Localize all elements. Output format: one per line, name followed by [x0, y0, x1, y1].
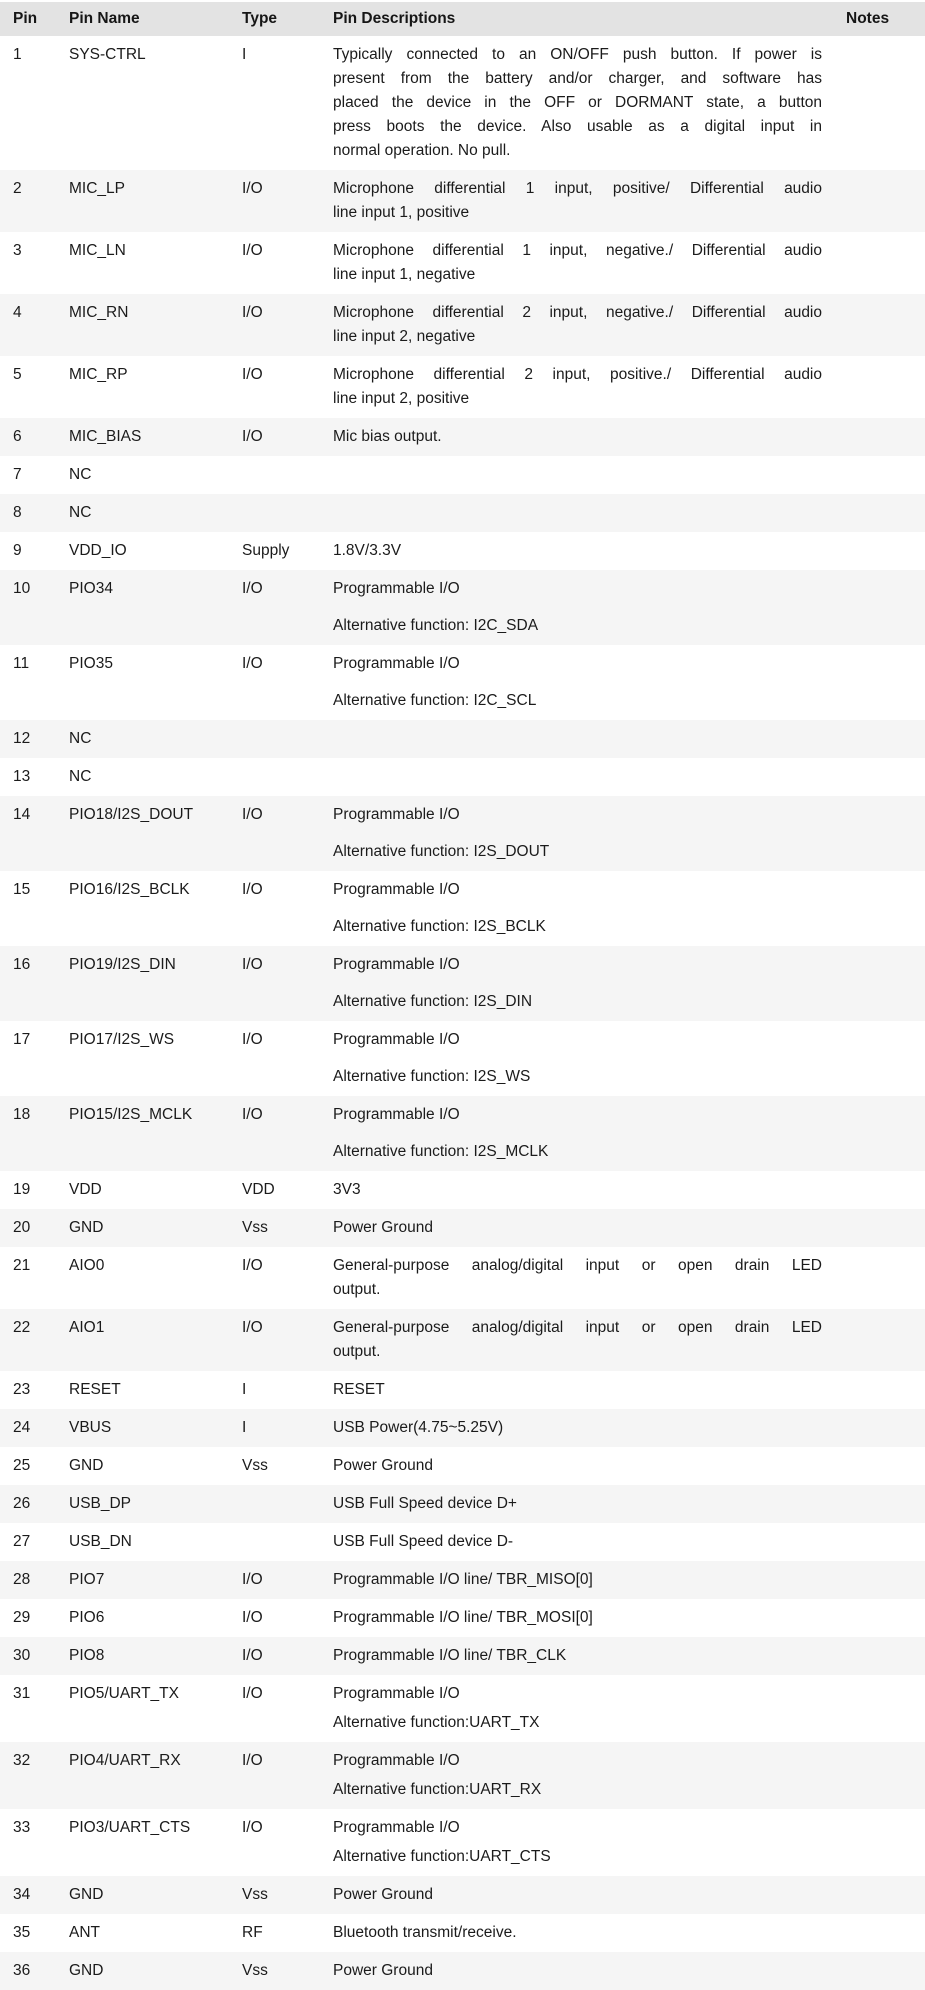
- pin-notes-cell: [833, 946, 925, 1021]
- pin-description-cell: [320, 294, 833, 356]
- description-line: Microphone differential 2 input, positive./ Differential audio: [333, 366, 822, 383]
- description-line: Programmable I/O line/ TBR_MOSI[0]: [333, 1609, 593, 1626]
- pin-description-cell: [320, 170, 833, 232]
- description-line: RESET: [333, 1381, 385, 1398]
- pin-number-cell: 36: [13, 1962, 31, 1979]
- pin-type-cell: VDD: [242, 1181, 275, 1198]
- pin-description-cell: [320, 1021, 833, 1096]
- description-line: Programmable I/O: [333, 1752, 460, 1769]
- table-row: [0, 1171, 925, 1209]
- table-row: [0, 1809, 925, 1876]
- table-row: [0, 871, 925, 946]
- column-header-pin: Pin: [0, 2, 56, 36]
- table-row: [0, 1523, 925, 1561]
- pin-type-cell: [229, 720, 320, 758]
- pin-number-cell: 10: [13, 580, 31, 597]
- description-line: Programmable I/O line/ TBR_MISO[0]: [333, 1571, 593, 1588]
- pin-name-cell: VDD_IO: [69, 542, 127, 559]
- pin-number-cell: 12: [13, 730, 31, 747]
- pin-name-cell: RESET: [69, 1381, 121, 1398]
- pin-type-cell: Vss: [242, 1219, 268, 1236]
- pin-notes-cell: [833, 1561, 925, 1599]
- description-line: Power Ground: [333, 1886, 433, 1903]
- pin-description-cell: [320, 1952, 833, 1990]
- pin-type-cell: I/O: [242, 806, 263, 823]
- pin-notes-cell: [833, 1309, 925, 1371]
- description-line: present from the battery and/or charger, and software has: [333, 70, 822, 87]
- pin-number-cell: 24: [13, 1419, 31, 1436]
- description-line: output.: [333, 1343, 381, 1360]
- pin-type-cell: [229, 494, 320, 532]
- pin-number-cell: 7: [13, 466, 22, 483]
- pin-description-cell: [320, 1561, 833, 1599]
- description-line: Alternative function:UART_TX: [333, 1714, 540, 1731]
- description-line: Programmable I/O: [333, 1031, 460, 1048]
- pin-description-cell: [320, 418, 833, 456]
- description-line: Programmable I/O: [333, 956, 460, 973]
- pin-description-cell: [320, 1247, 833, 1309]
- pin-name-cell: SYS-CTRL: [69, 46, 146, 63]
- description-line: Bluetooth transmit/receive.: [333, 1924, 517, 1941]
- table-row: [0, 1409, 925, 1447]
- table-row: [0, 36, 925, 170]
- description-line: line input 1, negative: [333, 266, 476, 283]
- pin-name-cell: MIC_LN: [69, 242, 126, 259]
- pin-number-cell: 25: [13, 1457, 31, 1474]
- pin-type-cell: I/O: [242, 180, 263, 197]
- pin-notes-cell: [833, 758, 925, 796]
- pin-number-cell: 33: [13, 1819, 31, 1836]
- pin-description-cell: [320, 1171, 833, 1209]
- pin-name-cell: NC: [69, 466, 92, 483]
- pin-notes-cell: [833, 36, 925, 170]
- pin-name-cell: PIO17/I2S_WS: [69, 1031, 175, 1048]
- pin-type-cell: I/O: [242, 1106, 263, 1123]
- pin-type-cell: [229, 1523, 320, 1561]
- pin-name-cell: PIO6: [69, 1609, 105, 1626]
- pin-name-cell: MIC_RP: [69, 366, 128, 383]
- pin-name-cell: MIC_LP: [69, 180, 125, 197]
- table-row: [0, 645, 925, 720]
- pin-notes-cell: [833, 532, 925, 570]
- table-row: [0, 758, 925, 796]
- pin-type-cell: I/O: [242, 1647, 263, 1664]
- pin-name-cell: PIO18/I2S_DOUT: [69, 806, 194, 823]
- pin-description-cell: [320, 494, 833, 532]
- pin-notes-cell: [833, 1447, 925, 1485]
- description-line: line input 2, negative: [333, 328, 476, 345]
- pin-number-cell: 20: [13, 1219, 31, 1236]
- description-line: Programmable I/O line/ TBR_CLK: [333, 1647, 567, 1664]
- pin-type-cell: [229, 456, 320, 494]
- pin-name-cell: PIO8: [69, 1647, 105, 1664]
- description-line: USB Power(4.75~5.25V): [333, 1419, 504, 1436]
- pin-description-cell: [320, 1876, 833, 1914]
- pin-type-cell: I/O: [242, 580, 263, 597]
- description-line: Alternative function: I2S_MCLK: [333, 1143, 549, 1160]
- pin-number-cell: 16: [13, 956, 31, 973]
- table-row: [0, 494, 925, 532]
- pin-name-cell: USB_DN: [69, 1533, 132, 1550]
- description-line: Alternative function: I2S_BCLK: [333, 918, 546, 935]
- pin-number-cell: 1: [13, 46, 22, 63]
- description-line: Alternative function: I2S_WS: [333, 1068, 531, 1085]
- table-row: [0, 796, 925, 871]
- pin-description-cell: [320, 1209, 833, 1247]
- pin-type-cell: I/O: [242, 304, 263, 321]
- pin-notes-cell: [833, 1876, 925, 1914]
- column-header-pin-name: Pin Name: [56, 2, 229, 36]
- description-line: Programmable I/O: [333, 1106, 460, 1123]
- description-line: Programmable I/O: [333, 1819, 460, 1836]
- pin-type-cell: I: [242, 46, 247, 63]
- pin-notes-cell: [833, 1485, 925, 1523]
- pin-number-cell: 22: [13, 1319, 31, 1336]
- pin-type-cell: Vss: [242, 1457, 268, 1474]
- table-row: [0, 418, 925, 456]
- pin-name-cell: VBUS: [69, 1419, 112, 1436]
- pin-name-cell: VDD: [69, 1181, 102, 1198]
- pin-notes-cell: [833, 796, 925, 871]
- header-row: [0, 2, 925, 36]
- description-line: Programmable I/O: [333, 1685, 460, 1702]
- pin-number-cell: 4: [13, 304, 22, 321]
- datasheet-page: [0, 2, 925, 1990]
- pin-description-cell: [320, 645, 833, 720]
- description-line: USB Full Speed device D-: [333, 1533, 514, 1550]
- column-header-pin-descriptions: Pin Descriptions: [320, 2, 833, 36]
- pin-description-cell: [320, 1447, 833, 1485]
- pin-name-cell: AIO1: [69, 1319, 105, 1336]
- pin-number-cell: 30: [13, 1647, 31, 1664]
- pin-name-cell: AIO0: [69, 1257, 105, 1274]
- pin-number-cell: 8: [13, 504, 22, 521]
- pin-type-cell: I/O: [242, 1031, 263, 1048]
- pin-type-cell: I: [242, 1419, 247, 1436]
- table-row: [0, 1675, 925, 1742]
- pin-description-cell: [320, 1742, 833, 1809]
- pin-description-cell: [320, 356, 833, 418]
- pin-notes-cell: [833, 570, 925, 645]
- pin-number-cell: 18: [13, 1106, 31, 1123]
- description-line: Alternative function:UART_RX: [333, 1781, 542, 1798]
- pin-description-cell: [320, 1809, 833, 1876]
- pin-description-cell: [320, 1914, 833, 1952]
- pin-description-cell: [320, 758, 833, 796]
- pin-notes-cell: [833, 1171, 925, 1209]
- description-line: normal operation. No pull.: [333, 142, 511, 159]
- pin-notes-cell: [833, 1209, 925, 1247]
- table-row: [0, 946, 925, 1021]
- pin-notes-cell: [833, 294, 925, 356]
- table-row: [0, 294, 925, 356]
- table-row: [0, 720, 925, 758]
- description-line: Alternative function:UART_CTS: [333, 1848, 551, 1865]
- description-line: USB Full Speed device D+: [333, 1495, 517, 1512]
- pin-type-cell: I/O: [242, 956, 263, 973]
- pin-type-cell: I/O: [242, 1571, 263, 1588]
- pin-type-cell: I/O: [242, 1319, 263, 1336]
- description-line: output.: [333, 1281, 381, 1298]
- pin-name-cell: NC: [69, 768, 92, 785]
- pin-name-cell: PIO19/I2S_DIN: [69, 956, 176, 973]
- description-line: Programmable I/O: [333, 580, 460, 597]
- pin-name-cell: PIO3/UART_CTS: [69, 1819, 191, 1836]
- table-row: [0, 532, 925, 570]
- pin-notes-cell: [833, 1637, 925, 1675]
- pin-type-cell: I/O: [242, 1609, 263, 1626]
- description-line: Microphone differential 1 input, positive/ Differential audio: [333, 180, 822, 197]
- pin-name-cell: GND: [69, 1886, 104, 1903]
- pin-number-cell: 11: [13, 655, 30, 672]
- pin-type-cell: I/O: [242, 1685, 263, 1702]
- pin-description-cell: [320, 1371, 833, 1409]
- description-line: line input 1, positive: [333, 204, 470, 221]
- table-body: [0, 36, 925, 1990]
- pin-notes-cell: [833, 871, 925, 946]
- description-line: Alternative function: I2C_SCL: [333, 692, 537, 709]
- pin-type-cell: I/O: [242, 428, 263, 445]
- pin-description-cell: [320, 232, 833, 294]
- pin-number-cell: 27: [13, 1533, 31, 1550]
- table-row: [0, 1637, 925, 1675]
- pin-notes-cell: [833, 1952, 925, 1990]
- pin-notes-cell: [833, 645, 925, 720]
- table-row: [0, 170, 925, 232]
- pin-notes-cell: [833, 1021, 925, 1096]
- description-line: Alternative function: I2S_DIN: [333, 993, 533, 1010]
- pin-name-cell: PIO15/I2S_MCLK: [69, 1106, 193, 1123]
- description-line: Power Ground: [333, 1962, 433, 1979]
- pin-type-cell: I/O: [242, 1257, 263, 1274]
- table-row: [0, 1309, 925, 1371]
- pin-description-cell: [320, 1409, 833, 1447]
- pin-notes-cell: [833, 418, 925, 456]
- table-row: [0, 1599, 925, 1637]
- pin-description-cell: [320, 871, 833, 946]
- table-row: [0, 1742, 925, 1809]
- pin-description-cell: [320, 1637, 833, 1675]
- pin-name-cell: MIC_BIAS: [69, 428, 142, 445]
- pin-name-cell: PIO34: [69, 580, 113, 597]
- pin-notes-cell: [833, 1247, 925, 1309]
- pin-description-cell: [320, 570, 833, 645]
- pin-number-cell: 19: [13, 1181, 31, 1198]
- pin-description-cell: [320, 720, 833, 758]
- pin-description-cell: [320, 946, 833, 1021]
- table-row: [0, 1876, 925, 1914]
- table-row: [0, 1447, 925, 1485]
- pin-notes-cell: [833, 1914, 925, 1952]
- pin-description-cell: [320, 532, 833, 570]
- pin-description-cell: [320, 796, 833, 871]
- pin-description-cell: [320, 1309, 833, 1371]
- pin-number-cell: 15: [13, 881, 31, 898]
- description-line: Power Ground: [333, 1457, 433, 1474]
- pin-number-cell: 2: [13, 180, 22, 197]
- table-row: [0, 232, 925, 294]
- column-header-notes: Notes: [833, 2, 925, 36]
- pin-name-cell: GND: [69, 1962, 104, 1979]
- pin-description-cell: [320, 1675, 833, 1742]
- pin-number-cell: 17: [13, 1031, 31, 1048]
- table-row: [0, 1209, 925, 1247]
- pin-number-cell: 34: [13, 1886, 31, 1903]
- pin-number-cell: 26: [13, 1495, 31, 1512]
- pin-notes-cell: [833, 1599, 925, 1637]
- pin-description-cell: [320, 1523, 833, 1561]
- pin-notes-cell: [833, 232, 925, 294]
- table-row: [0, 1021, 925, 1096]
- pin-number-cell: 31: [13, 1685, 31, 1702]
- pin-description-cell: [320, 1599, 833, 1637]
- table-row: [0, 456, 925, 494]
- pin-number-cell: 23: [13, 1381, 31, 1398]
- pin-notes-cell: [833, 494, 925, 532]
- pin-description-cell: [320, 1096, 833, 1171]
- description-line: Microphone differential 1 input, negative./ Differential audio: [333, 242, 822, 259]
- table-row: [0, 1914, 925, 1952]
- column-header-type: Type: [229, 2, 320, 36]
- pin-notes-cell: [833, 1409, 925, 1447]
- pin-name-cell: GND: [69, 1219, 104, 1236]
- description-line: Programmable I/O: [333, 806, 460, 823]
- pin-number-cell: 14: [13, 806, 31, 823]
- pin-notes-cell: [833, 1523, 925, 1561]
- description-line: Programmable I/O: [333, 881, 460, 898]
- description-line: 1.8V/3.3V: [333, 542, 402, 559]
- description-line: 3V3: [333, 1181, 361, 1198]
- pin-number-cell: 3: [13, 242, 22, 259]
- pin-number-cell: 32: [13, 1752, 31, 1769]
- description-line: Typically connected to an ON/OFF push button. If power is: [333, 46, 822, 63]
- pin-number-cell: 28: [13, 1571, 31, 1588]
- description-line: General-purpose analog/digital input or open drain LED: [333, 1257, 822, 1274]
- pin-type-cell: [229, 1485, 320, 1523]
- pin-type-cell: Vss: [242, 1962, 268, 1979]
- pin-name-cell: ANT: [69, 1924, 100, 1941]
- pin-number-cell: 5: [13, 366, 22, 383]
- table-row: [0, 1561, 925, 1599]
- pin-notes-cell: [833, 1809, 925, 1876]
- pin-notes-cell: [833, 456, 925, 494]
- pin-number-cell: 29: [13, 1609, 31, 1626]
- description-line: line input 2, positive: [333, 390, 470, 407]
- pin-number-cell: 9: [13, 542, 22, 559]
- pin-name-cell: PIO16/I2S_BCLK: [69, 881, 190, 898]
- pin-description-cell: [320, 36, 833, 170]
- pin-type-cell: I/O: [242, 655, 263, 672]
- pin-name-cell: PIO35: [69, 655, 113, 672]
- pin-notes-cell: [833, 1371, 925, 1409]
- pin-number-cell: 13: [13, 768, 31, 785]
- description-line: press boots the device. Also usable as a digital input in: [333, 118, 822, 135]
- table-row: [0, 1096, 925, 1171]
- pin-number-cell: 6: [13, 428, 22, 445]
- description-line: General-purpose analog/digital input or open drain LED: [333, 1319, 822, 1336]
- table-row: [0, 1247, 925, 1309]
- table-row: [0, 356, 925, 418]
- pin-type-cell: I/O: [242, 881, 263, 898]
- pin-description-cell: [320, 1485, 833, 1523]
- pin-name-cell: MIC_RN: [69, 304, 129, 321]
- pin-name-cell: NC: [69, 504, 92, 521]
- pin-number-cell: 21: [13, 1257, 31, 1274]
- pin-type-cell: Supply: [242, 542, 290, 559]
- pin-type-cell: [229, 758, 320, 796]
- pin-notes-cell: [833, 1742, 925, 1809]
- description-line: Alternative function: I2C_SDA: [333, 617, 539, 634]
- pin-name-cell: PIO4/UART_RX: [69, 1752, 181, 1769]
- table-row: [0, 1952, 925, 1990]
- pin-number-cell: 35: [13, 1924, 31, 1941]
- description-line: Mic bias output.: [333, 428, 442, 445]
- pin-notes-cell: [833, 356, 925, 418]
- table-row: [0, 570, 925, 645]
- pin-name-cell: PIO5/UART_TX: [69, 1685, 179, 1702]
- pin-type-cell: Vss: [242, 1886, 268, 1903]
- pin-name-cell: PIO7: [69, 1571, 105, 1588]
- pin-notes-cell: [833, 720, 925, 758]
- pin-notes-cell: [833, 170, 925, 232]
- pin-type-cell: I/O: [242, 242, 263, 259]
- description-line: Programmable I/O: [333, 655, 460, 672]
- pin-notes-cell: [833, 1675, 925, 1742]
- pin-notes-cell: [833, 1096, 925, 1171]
- pin-name-cell: USB_DP: [69, 1495, 132, 1512]
- pin-name-cell: NC: [69, 730, 92, 747]
- description-line: Microphone differential 2 input, negative./ Differential audio: [333, 304, 822, 321]
- pin-type-cell: RF: [242, 1924, 263, 1941]
- pin-type-cell: I: [242, 1381, 247, 1398]
- pin-description-cell: [320, 456, 833, 494]
- description-line: placed the device in the OFF or DORMANT state, a button: [333, 94, 822, 111]
- table-row: [0, 1485, 925, 1523]
- pin-description-table: [0, 2, 925, 1990]
- description-line: Power Ground: [333, 1219, 433, 1236]
- pin-type-cell: I/O: [242, 1819, 263, 1836]
- description-line: Alternative function: I2S_DOUT: [333, 843, 550, 860]
- pin-type-cell: I/O: [242, 366, 263, 383]
- table-row: [0, 1371, 925, 1409]
- pin-name-cell: GND: [69, 1457, 104, 1474]
- pin-type-cell: I/O: [242, 1752, 263, 1769]
